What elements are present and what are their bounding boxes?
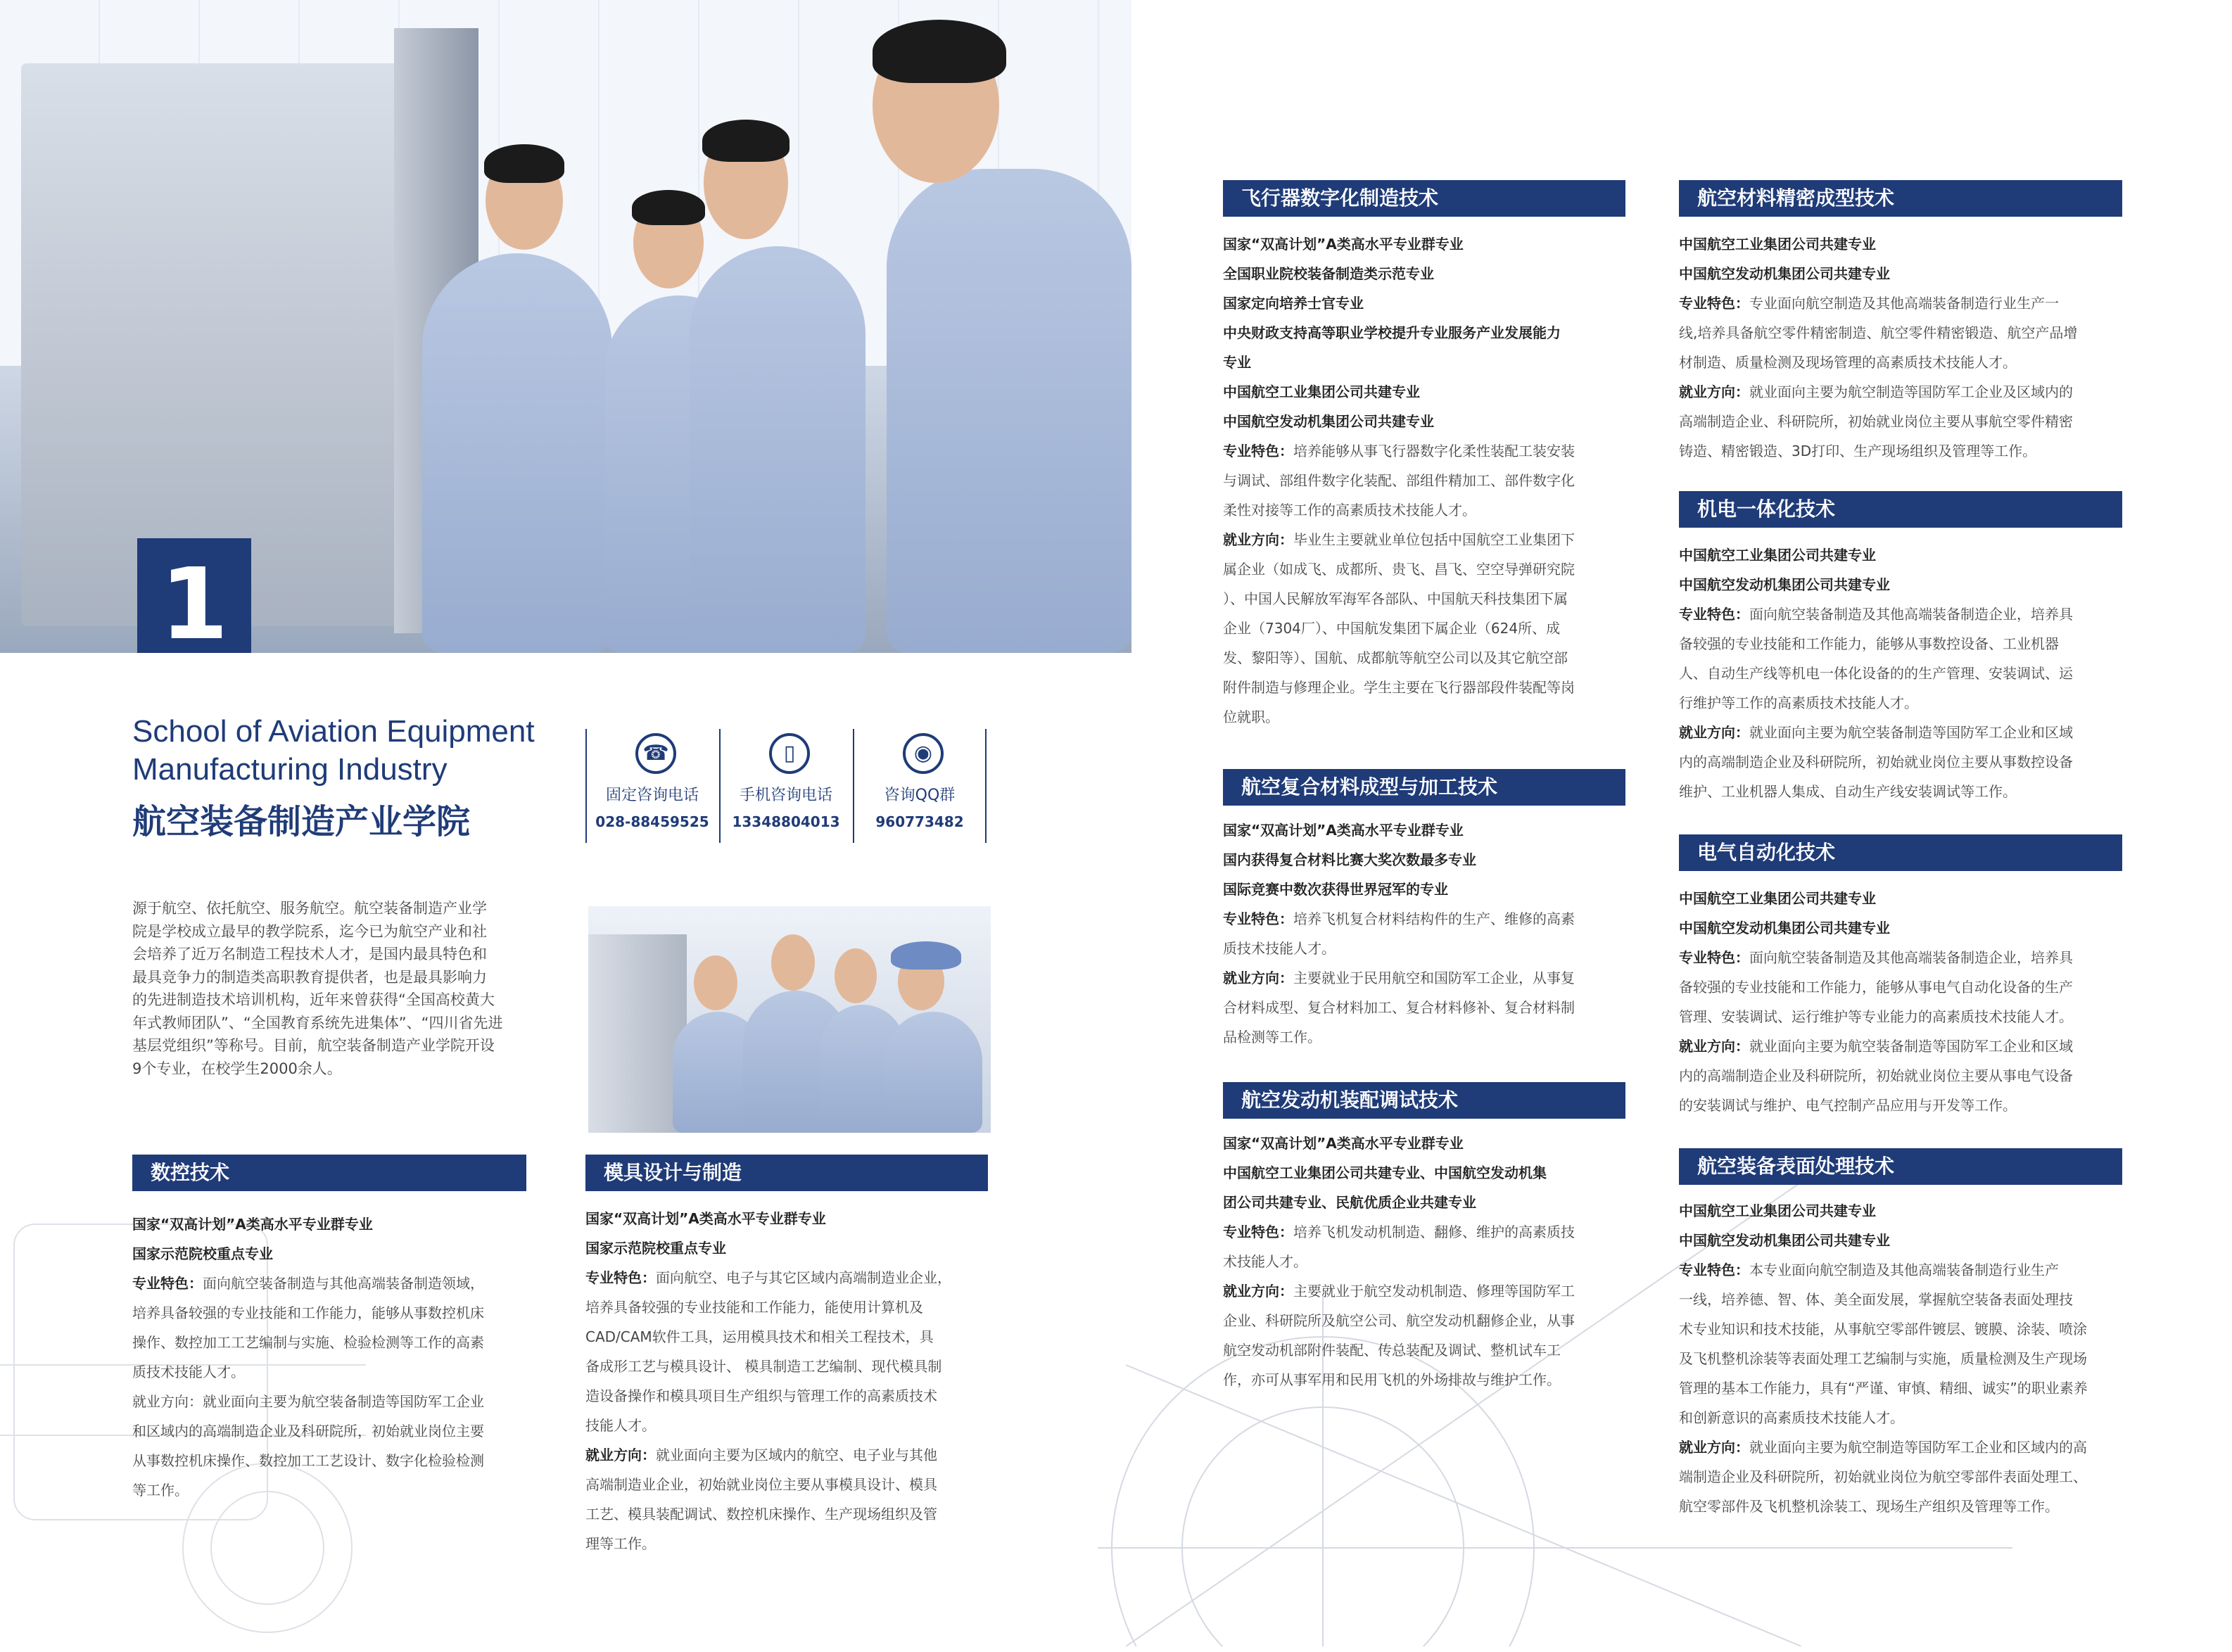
major-title: 模具设计与制造 <box>585 1155 988 1191</box>
major-desc-line: 就业方向：就业面向主要为航空装备制造等国防军工企业和区域 <box>1679 1038 2073 1055</box>
intro-line: 院是学校成立最早的教学院系，迄今已为航空产业和社 <box>132 922 487 940</box>
contact-landline[interactable] <box>585 729 719 843</box>
intro-line: 年式教师团队”、“全国教育系统先进集体”、“四川省先进 <box>132 1014 503 1031</box>
major-title: 机电一体化技术 <box>1679 491 2122 528</box>
major-tag: 国家“双高计划”A类高水平专业群专业 <box>1223 822 1464 839</box>
major-desc-line: 及飞机整机涂装等表面处理工艺编制与实施，质量检测及生产现场 <box>1679 1350 2087 1367</box>
major-desc-line: 和创新意识的高素质技术技能人才。 <box>1679 1409 1904 1426</box>
major-desc-line: 合材料成型、复合材料加工、复合材料修补、复合材料制 <box>1223 999 1575 1016</box>
major-precision-forming <box>1679 180 2122 466</box>
major-desc-line: 技能人才。 <box>585 1417 656 1434</box>
intro-line: 源于航空、依托航空、服务航空。航空装备制造产业学 <box>132 900 487 917</box>
major-tag: 中国航空发动机集团公司共建专业 <box>1679 920 1890 936</box>
major-mechatronics <box>1679 491 2122 806</box>
major-desc-line: 备成形工艺与模具设计、 模具制造工艺编制、现代模具制 <box>585 1358 942 1375</box>
major-desc-line: 专业特色：面向航空装备制造及其他高端装备制造企业，培养具 <box>1679 606 2073 623</box>
major-title: 航空发动机装配调试技术 <box>1223 1082 1625 1119</box>
school-name-en <box>132 713 583 789</box>
phone-icon: ☎ <box>635 733 676 774</box>
intro-line: 9个专业，在校学生2000余人。 <box>132 1060 342 1077</box>
intro-line: 最具竞争力的制造类高职教育提供者，也是最具影响力 <box>132 968 487 986</box>
major-desc-line: 就业方向：主要就业于航空发动机制造、修理等国防军工 <box>1223 1283 1575 1300</box>
major-tag: 中国航空发动机集团公司共建专业 <box>1679 1232 1890 1249</box>
major-composite <box>1223 769 1625 1052</box>
major-desc-line: 就业方向：主要就业于民用航空和国防军工企业，从事复 <box>1223 970 1575 986</box>
major-desc-line: 专业特色：面向航空装备制造及其他高端装备制造企业，培养具 <box>1679 949 2073 966</box>
major-title: 数控技术 <box>132 1155 526 1191</box>
major-tag: 中国航空工业集团公司共建专业 <box>1679 890 1876 907</box>
major-desc-line: ）、中国人民解放军海军各部队、中国航天科技集团下属 <box>1223 590 1568 607</box>
major-desc-line: 内的高端制造企业及科研院所，初始就业岗位主要从事电气设备 <box>1679 1067 2073 1084</box>
major-desc-line: 专业特色：面向航空装备制造与其他高端装备制造领域， <box>132 1275 484 1292</box>
contact-qq[interactable] <box>853 729 987 843</box>
major-desc-line: 从事数控机床操作、数控加工工艺设计、数字化检验检测 <box>132 1452 484 1469</box>
major-desc-line: 工艺、模具装配调试、数控机床操作、生产现场组织及管 <box>585 1506 937 1523</box>
contact-label: 咨询QQ群 <box>884 787 956 804</box>
major-desc-line: 和区域内的高端制造企业及科研院所，初始就业岗位主要 <box>132 1423 484 1440</box>
section-number-badge <box>137 538 251 662</box>
major-desc-line: 备较强的专业技能和工作能力，能够从事电气自动化设备的生产 <box>1679 979 2073 996</box>
major-desc-line: 专业特色：面向航空、电子与其它区域内高端制造业企业， <box>585 1269 951 1286</box>
major-desc-line: 材制造、质量检测及现场管理的高素质技术技能人才。 <box>1679 354 2017 371</box>
major-desc-line: 高端制造企业、科研院所，初始就业岗位主要从事航空零件精密 <box>1679 413 2073 430</box>
major-desc-line: 等工作。 <box>132 1482 189 1499</box>
major-tag: 中国航空工业集团公司共建专业 <box>1679 236 1876 253</box>
major-desc-line: 操作、数控加工工艺编制与实施、检验检测等工作的高素 <box>132 1334 484 1351</box>
major-title: 航空装备表面处理技术 <box>1679 1148 2122 1185</box>
major-tag: 中国航空发动机集团公司共建专业 <box>1223 413 1434 430</box>
mobile-icon: ▯ <box>769 733 810 774</box>
major-tag: 专业 <box>1223 354 1251 371</box>
contact-value: 028-88459525 <box>595 813 709 830</box>
major-tag: 全国职业院校装备制造类示范专业 <box>1223 265 1434 282</box>
classroom-photo <box>588 906 991 1133</box>
major-tag: 中国航空发动机集团公司共建专业 <box>1679 576 1890 593</box>
major-tag: 国家“双高计划”A类高水平专业群专业 <box>132 1216 373 1233</box>
major-desc-line: 位就职。 <box>1223 709 1279 725</box>
major-desc-line: 附件制造与修理企业。学生主要在飞行器部段件装配等岗 <box>1223 679 1575 696</box>
major-electrical <box>1679 834 2122 1120</box>
contact-label: 手机咨询电话 <box>739 787 832 804</box>
major-desc-line: 备较强的专业技能和工作能力，能够从事数控设备、工业机器 <box>1679 635 2059 652</box>
major-desc-line: 专业特色：本专业面向航空制造及其他高端装备制造行业生产 <box>1679 1262 2059 1278</box>
qq-icon: ◉ <box>903 733 944 774</box>
major-desc-line: 培养具备较强的专业技能和工作能力，能够从事数控机床 <box>132 1304 484 1321</box>
major-desc-line: 管理的基本工作能力，具有“严谨、审慎、精细、诚实”的职业素养 <box>1679 1380 2088 1397</box>
major-desc-line: 企业（7304厂）、中国航发集团下属企业（624所、成 <box>1223 620 1561 637</box>
major-title: 航空材料精密成型技术 <box>1679 180 2122 217</box>
major-title: 飞行器数字化制造技术 <box>1223 180 1625 217</box>
major-desc-line: 作，亦可从事军用和民用飞机的外场排故与维护工作。 <box>1223 1371 1561 1388</box>
major-desc-line: 柔性对接等工作的高素质技术技能人才。 <box>1223 502 1476 519</box>
major-desc-line: 就业方向：就业面向主要为区域内的航空、电子业与其他 <box>585 1447 937 1463</box>
school-intro <box>132 897 526 1080</box>
section-number: 1 <box>160 547 229 662</box>
major-desc-line: 质技术技能人才。 <box>132 1364 245 1380</box>
major-tag: 中国航空工业集团公司共建专业 <box>1679 547 1876 564</box>
major-desc-line: 属企业（如成飞、成都所、贵飞、昌飞、空空导弹研究院 <box>1223 561 1575 578</box>
school-name-cn: 航空装备制造产业学院 <box>132 802 471 841</box>
school-name-en-line1: School of Aviation Equipment <box>132 714 535 749</box>
major-desc-line: 一线，培养德、智、体、美全面发展，掌握航空装备表面处理技 <box>1679 1291 2073 1308</box>
major-tag: 国家示范院校重点专业 <box>132 1245 273 1262</box>
major-desc-line: 术专业知识和技术技能，从事航空零部件镀层、镀膜、涂装、喷涂 <box>1679 1321 2087 1338</box>
major-desc-line: 铸造、精密锻造、3D打印、生产现场组织及管理等工作。 <box>1679 443 2037 459</box>
major-desc-line: 造设备操作和模具项目生产组织与管理工作的高素质技术 <box>585 1387 937 1404</box>
major-surface-treatment <box>1679 1148 2122 1521</box>
major-desc-line: 企业、科研院所及航空公司、航空发动机翻修企业，从事 <box>1223 1312 1575 1329</box>
major-desc-line: 质技术技能人才。 <box>1223 940 1336 957</box>
major-desc-line: 就业方向：毕业生主要就业单位包括中国航空工业集团下 <box>1223 531 1575 548</box>
major-desc-line: 品检测等工作。 <box>1223 1029 1321 1046</box>
major-desc-line: 人、自动生产线等机电一体化设备的的生产管理、安装调试、运 <box>1679 665 2073 682</box>
major-desc-line: 就业方向：就业面向主要为航空装备制造等国防军工企业 <box>132 1393 484 1410</box>
major-desc-line: 航空发动机部附件装配、传总装配及调试、整机试车工 <box>1223 1342 1561 1359</box>
major-tag: 国际竞赛中数次获得世界冠军的专业 <box>1223 881 1448 898</box>
major-desc-line: CAD/CAM软件工具，运用模具技术和相关工程技术，具 <box>585 1328 934 1345</box>
major-desc-line: 管理、安装调试、运行维护等专业能力的高素质技术技能人才。 <box>1679 1008 2073 1025</box>
major-title: 电气自动化技术 <box>1679 834 2122 871</box>
major-desc-line: 端制造企业及科研院所，初始就业岗位为航空零部件表面处理工、 <box>1679 1468 2087 1485</box>
major-tag: 中国航空发动机集团公司共建专业 <box>1679 265 1890 282</box>
major-desc-line: 行维护等工作的高素质技术技能人才。 <box>1679 694 1918 711</box>
major-desc-line: 航空零部件及飞机整机涂装工、现场生产组织及管理等工作。 <box>1679 1498 2059 1515</box>
contact-label: 固定咨询电话 <box>605 787 699 804</box>
major-desc-line: 理等工作。 <box>585 1535 656 1552</box>
major-desc-line: 线,培养具备航空零件精密制造、航空零件精密锻造、航空产品增 <box>1679 324 2078 341</box>
major-tag: 国内获得复合材料比赛大奖次数最多专业 <box>1223 851 1476 868</box>
major-tag: 中国航空工业集团公司共建专业 <box>1223 383 1420 400</box>
major-tag: 国家“双高计划”A类高水平专业群专业 <box>585 1210 826 1227</box>
major-desc-line: 就业方向：就业面向主要为航空制造等国防军工企业及区域内的 <box>1679 383 2073 400</box>
intro-line: 基层党组织”等称号。目前，航空装备制造产业学院开设 <box>132 1037 495 1054</box>
major-tag: 国家示范院校重点专业 <box>585 1240 726 1257</box>
major-aircraft-digital <box>1223 180 1625 732</box>
major-cnc <box>132 1155 526 1505</box>
major-tag: 中国航空工业集团公司共建专业、中国航空发动机集 <box>1223 1164 1547 1181</box>
major-title: 航空复合材料成型与加工技术 <box>1223 769 1625 806</box>
major-desc-line: 发、黎阳等）、国航、成都航等航空公司以及其它航空部 <box>1223 649 1568 666</box>
contact-value: 13348804013 <box>732 813 840 830</box>
major-mold <box>585 1155 988 1558</box>
major-tag: 国家“双高计划”A类高水平专业群专业 <box>1223 236 1464 253</box>
contact-mobile[interactable] <box>719 729 853 843</box>
major-engine <box>1223 1082 1625 1394</box>
major-tag: 国家定向培养士官专业 <box>1223 295 1364 312</box>
major-desc-line: 内的高端制造企业及科研院所，初始就业岗位主要从事数控设备 <box>1679 754 2073 770</box>
major-desc-line: 培养具备较强的专业技能和工作能力，能使用计算机及 <box>585 1299 923 1316</box>
major-tag: 团公司共建专业、民航优质企业共建专业 <box>1223 1194 1476 1211</box>
major-desc-line: 专业特色：培养能够从事飞行器数字化柔性装配工装安装 <box>1223 443 1575 459</box>
major-desc-line: 就业方向：就业面向主要为航空制造等国防军工企业和区域内的高 <box>1679 1439 2087 1456</box>
major-desc-line: 维护、工业机器人集成、自动生产线安装调试等工作。 <box>1679 783 2017 800</box>
major-desc-line: 高端制造业企业，初始就业岗位主要从事模具设计、模具 <box>585 1476 937 1493</box>
major-desc-line: 就业方向：就业面向主要为航空装备制造等国防军工企业和区域 <box>1679 724 2073 741</box>
major-tag: 国家“双高计划”A类高水平专业群专业 <box>1223 1135 1464 1152</box>
intro-line: 会培养了近万名制造工程技术人才，是国内最具特色和 <box>132 946 487 962</box>
major-tag: 中国航空工业集团公司共建专业 <box>1679 1202 1876 1219</box>
school-name-en-line2: Manufacturing Industry <box>132 752 448 787</box>
major-desc-line: 专业特色：专业面向航空制造及其他高端装备制造行业生产一 <box>1679 295 2059 312</box>
major-desc-line: 与调试、部组件数字化装配、部组件精加工、部件数字化 <box>1223 472 1575 489</box>
major-desc-line: 专业特色：培养飞机发动机制造、翻修、维护的高素质技 <box>1223 1224 1575 1240</box>
major-desc-line: 专业特色：培养飞机复合材料结构件的生产、维修的高素 <box>1223 910 1575 927</box>
major-desc-line: 术技能人才。 <box>1223 1253 1307 1270</box>
contact-value: 960773482 <box>875 813 964 830</box>
major-tag: 中央财政支持高等职业学校提升专业服务产业发展能力 <box>1223 324 1561 341</box>
intro-line: 的先进制造技术培训机构，近年来曾获得“全国高校黄大 <box>132 991 495 1008</box>
contact-panel <box>585 729 987 843</box>
major-desc-line: 的安装调试与维护、电气控制产品应用与开发等工作。 <box>1679 1097 2017 1114</box>
